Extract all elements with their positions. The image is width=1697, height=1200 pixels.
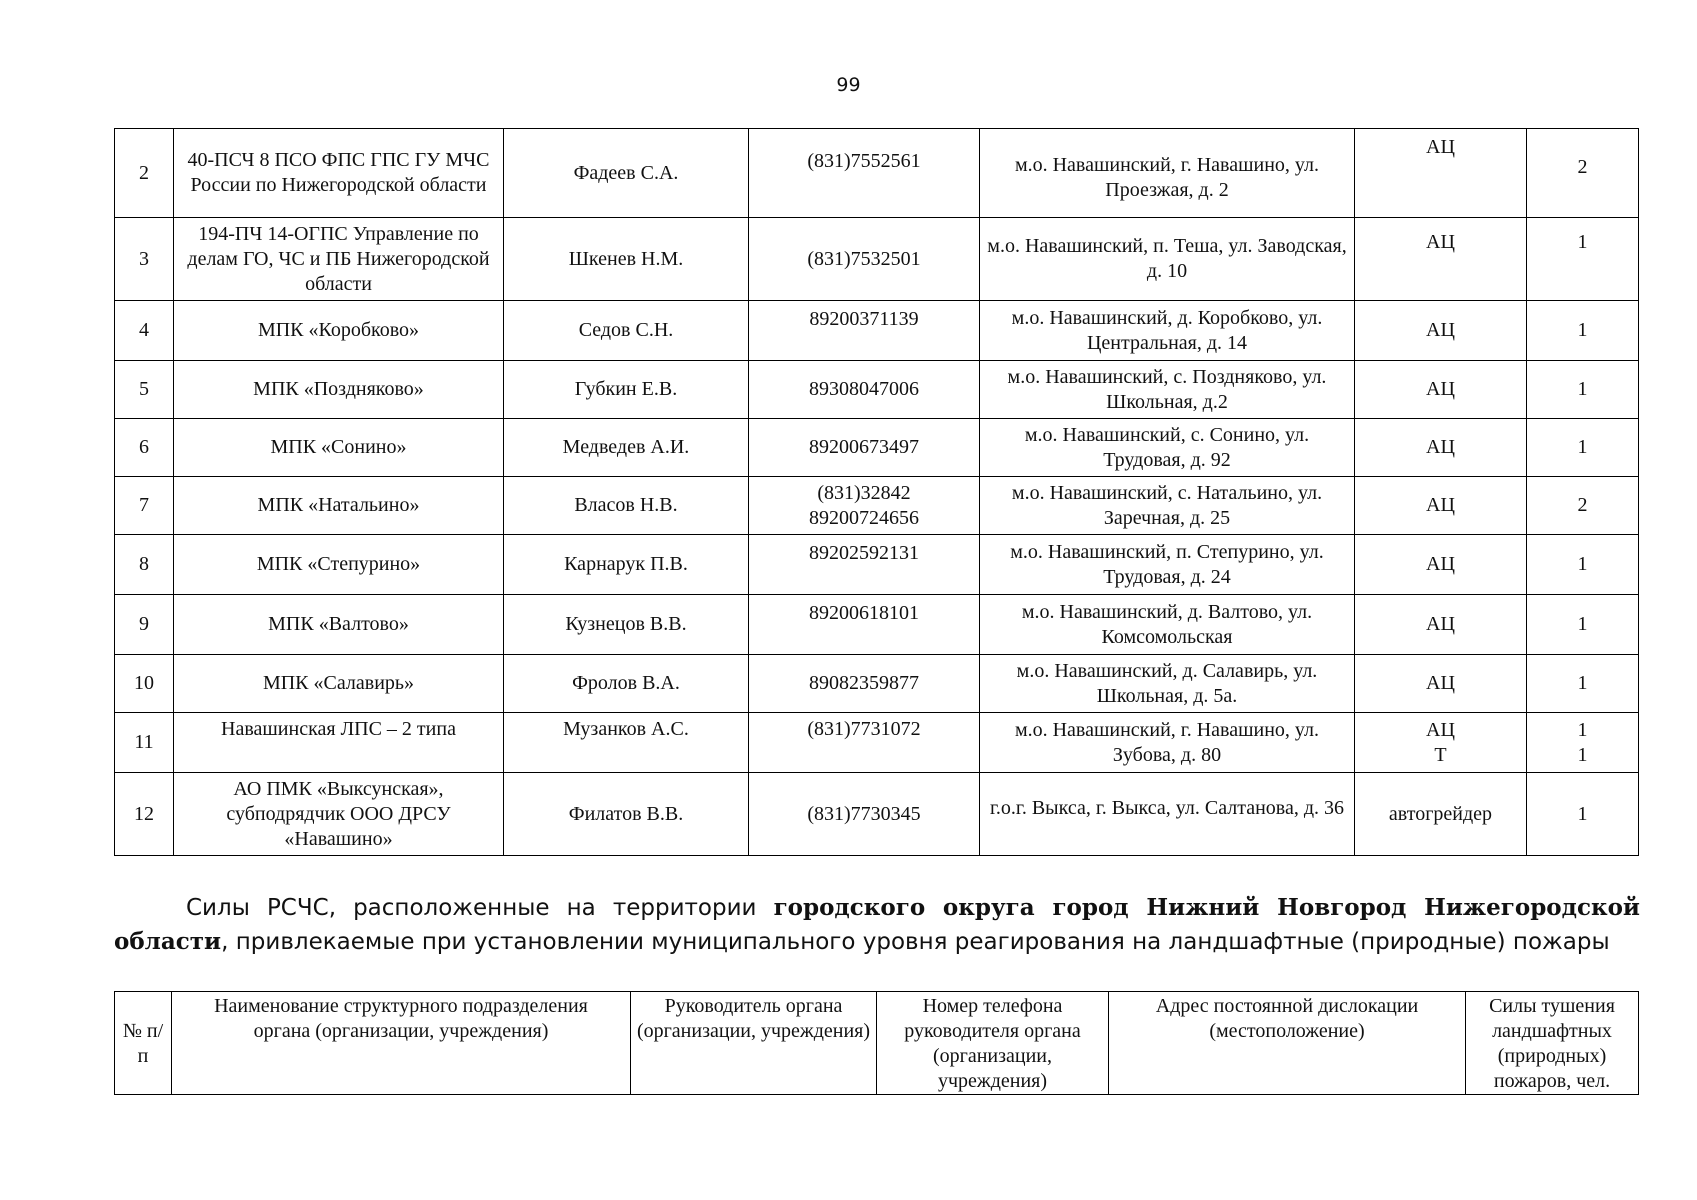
head-name: Шкенев Н.М. <box>504 218 749 301</box>
table-row <box>115 477 1639 535</box>
table-row <box>115 595 1639 655</box>
header-table <box>114 991 1639 1095</box>
head-name: Медведев А.И. <box>504 419 749 477</box>
forces-table <box>114 128 1639 856</box>
header-phone: Номер телефона руководителя органа (организации, учреждения) <box>877 992 1109 1095</box>
header-forces: Силы тушения ландшафтных (природных) пожаров, чел. <box>1466 992 1639 1095</box>
equipment: АЦ <box>1355 535 1527 595</box>
org-name: 194-ПЧ 14-ОГПС Управление по делам ГО, ЧС и ПБ Нижегородской области <box>174 218 504 301</box>
org-name: 40-ПСЧ 8 ПСО ФПС ГПС ГУ МЧС России по Нижегородской области <box>174 129 504 218</box>
phone: 89200618101 <box>749 595 980 655</box>
address: м.о. Навашинский, п. Теша, ул. Заводская, д. 10 <box>980 218 1355 301</box>
table-row <box>115 655 1639 713</box>
phone: (831)7552561 <box>749 129 980 218</box>
phone-cell <box>749 477 980 535</box>
phone: (831)7532501 <box>749 218 980 301</box>
table-row <box>115 773 1639 856</box>
table-row <box>115 218 1639 301</box>
address: м.о. Навашинский, г. Навашино, ул. Проезжая, д. 2 <box>980 129 1355 218</box>
count: 1 <box>1527 535 1639 595</box>
equipment: АЦ <box>1355 477 1527 535</box>
org-name: МПК «Поздняково» <box>174 361 504 419</box>
count-cell <box>1527 713 1639 773</box>
row-number: 3 <box>115 218 174 301</box>
header-org: Наименование структурного подразделения органа (организации, учреждения) <box>172 992 631 1095</box>
count: 1 <box>1527 595 1639 655</box>
head-name: Кузнецов В.В. <box>504 595 749 655</box>
org-name: МПК «Коробково» <box>174 301 504 361</box>
row-number: 4 <box>115 301 174 361</box>
equipment: АЦ <box>1355 419 1527 477</box>
header-num: № п/п <box>115 992 172 1095</box>
org-name: АО ПМК «Выксунская», субподрядчик ООО ДРСУ «Навашино» <box>174 773 504 856</box>
section-paragraph <box>114 891 1640 959</box>
equipment: АЦ <box>1355 655 1527 713</box>
phone: (831)7731072 <box>749 713 980 773</box>
count: 1 <box>1527 655 1639 713</box>
head-name: Карнарук П.В. <box>504 535 749 595</box>
table-row <box>115 535 1639 595</box>
paragraph-text-after: , привлекаемые при установлении муниципального уровня реагирования на ландшафтные (природные) пожары <box>221 929 1610 955</box>
phone: (831)32842 <box>817 481 911 504</box>
count: 1 <box>1527 419 1639 477</box>
row-number: 11 <box>115 713 174 773</box>
org-name: Навашинская ЛПС – 2 типа <box>174 713 504 773</box>
equipment: АЦ <box>1355 595 1527 655</box>
count-secondary: 1 <box>1577 743 1588 766</box>
head-name: Фролов В.А. <box>504 655 749 713</box>
table-row <box>115 419 1639 477</box>
head-name: Власов Н.В. <box>504 477 749 535</box>
row-number: 10 <box>115 655 174 713</box>
page-number: 99 <box>836 74 861 96</box>
address: м.о. Навашинский, с. Сонино, ул. Трудовая, д. 92 <box>980 419 1355 477</box>
table-row <box>115 361 1639 419</box>
address: м.о. Навашинский, г. Навашино, ул. Зубова, д. 80 <box>980 713 1355 773</box>
row-number: 9 <box>115 595 174 655</box>
address: м.о. Навашинский, с. Поздняково, ул. Школьная, д.2 <box>980 361 1355 419</box>
header-row <box>115 992 1639 1095</box>
equipment: АЦ <box>1426 718 1455 741</box>
header-head: Руководитель органа (организации, учреждения) <box>631 992 877 1095</box>
head-name: Седов С.Н. <box>504 301 749 361</box>
table-row <box>115 129 1639 218</box>
equipment: АЦ <box>1355 129 1527 218</box>
count: 1 <box>1527 773 1639 856</box>
head-name: Музанков А.С. <box>504 713 749 773</box>
row-number: 6 <box>115 419 174 477</box>
org-name: МПК «Степурино» <box>174 535 504 595</box>
phone: 89082359877 <box>749 655 980 713</box>
address: м.о. Навашинский, п. Степурино, ул. Трудовая, д. 24 <box>980 535 1355 595</box>
head-name: Фадеев С.А. <box>504 129 749 218</box>
head-name: Губкин Е.В. <box>504 361 749 419</box>
count: 1 <box>1527 301 1639 361</box>
paragraph-text-before: Силы РСЧС, расположенные на территории <box>186 895 774 921</box>
head-name: Филатов В.В. <box>504 773 749 856</box>
org-name: МПК «Салавирь» <box>174 655 504 713</box>
row-number: 2 <box>115 129 174 218</box>
equipment: АЦ <box>1355 301 1527 361</box>
equipment: автогрейдер <box>1355 773 1527 856</box>
org-name: МПК «Валтово» <box>174 595 504 655</box>
equipment: АЦ <box>1355 218 1527 301</box>
equipment-secondary: Т <box>1434 743 1447 766</box>
address: м.о. Навашинский, д. Коробково, ул. Центральная, д. 14 <box>980 301 1355 361</box>
header-address: Адрес постоянной дислокации (местоположение) <box>1109 992 1466 1095</box>
table-row <box>115 301 1639 361</box>
phone: (831)7730345 <box>749 773 980 856</box>
row-number: 8 <box>115 535 174 595</box>
address: г.о.г. Выкса, г. Выкса, ул. Салтанова, д. 36 <box>980 773 1355 856</box>
address: м.о. Навашинский, д. Салавирь, ул. Школьная, д. 5а. <box>980 655 1355 713</box>
count: 2 <box>1527 477 1639 535</box>
count: 2 <box>1527 129 1639 218</box>
table-row <box>115 713 1639 773</box>
org-name: МПК «Натальино» <box>174 477 504 535</box>
phone: 89202592131 <box>749 535 980 595</box>
phone: 89200673497 <box>749 419 980 477</box>
count: 1 <box>1527 218 1639 301</box>
row-number: 7 <box>115 477 174 535</box>
address: м.о. Навашинский, с. Натальино, ул. Заречная, д. 25 <box>980 477 1355 535</box>
phone-secondary: 89200724656 <box>809 506 919 529</box>
phone: 89200371139 <box>749 301 980 361</box>
row-number: 12 <box>115 773 174 856</box>
count: 1 <box>1577 718 1588 741</box>
address: м.о. Навашинский, д. Валтово, ул. Комсомольская <box>980 595 1355 655</box>
equipment: АЦ <box>1355 361 1527 419</box>
count: 1 <box>1527 361 1639 419</box>
phone: 89308047006 <box>749 361 980 419</box>
paragraph-text-bold: городского округа город Нижний Новгород Нижегородской области <box>114 894 1640 955</box>
row-number: 5 <box>115 361 174 419</box>
equipment-cell <box>1355 713 1527 773</box>
org-name: МПК «Сонино» <box>174 419 504 477</box>
